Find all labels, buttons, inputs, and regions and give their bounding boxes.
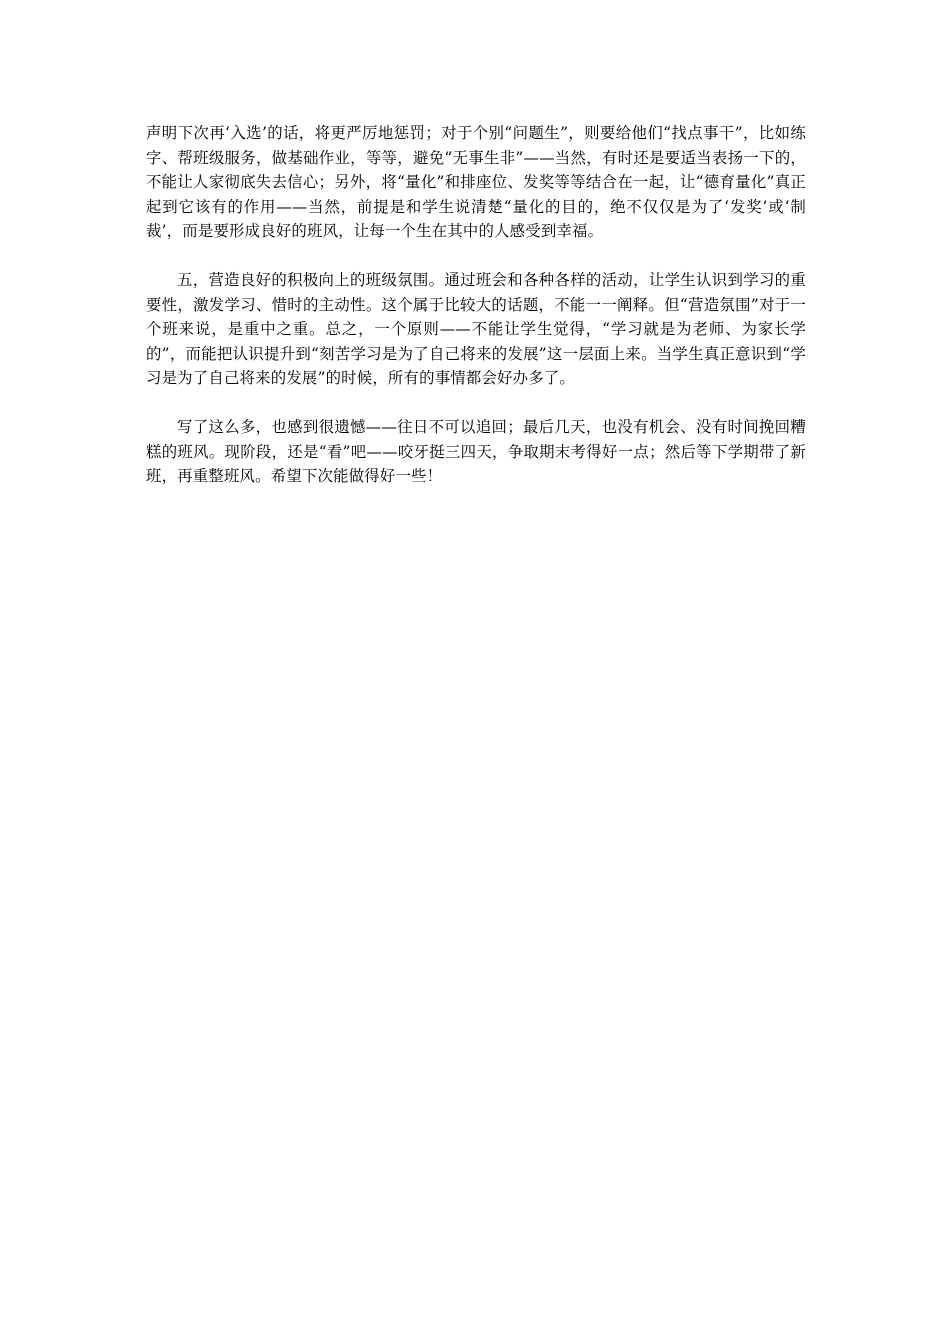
paragraph-conclusion: 写了这么多，也感到很遗憾——往日不可以追回；最后几天，也没有机会、没有时间挽回糟糕的班风。现阶段，还是“看”吧——咬牙挺三四天，争取期末考得好一点；然后等下学期带了新班，再重整班风。希望下次能做得好一些！ — [146, 418, 806, 485]
document-body — [146, 121, 806, 513]
paragraph-class-atmosphere: 五，营造良好的积极向上的班级氛围。通过班会和各种各样的活动，让学生认识到学习的重要性，激发学习、惜时的主动性。这个属于比较大的话题，不能一一阐释。但“营造氛围”对于一个班来说，是重中之重。总之，一个原则——不能让学生觉得，“学习就是为老师、为家长学的”，而能把认识提升到“刻苦学习是为了自己将来的发展”这一层面上来。当学生真正意识到“学习是为了自己将来的发展”的时候，所有的事情都会好办多了。 — [146, 271, 806, 387]
paragraph-continuation: 声明下次再‘入选’的话，将更严厉地惩罚；对于个别“问题生”，则要给他们“找点事干”，比如练字、帮班级服务，做基础作业，等等，避免“无事生非”——当然，有时还是要适当表扬一下的，不能让人家彻底失去信心；另外，将“量化”和排座位、发奖等等结合在一起，让“德育量化”真正起到它该有的作用——当然，前提是和学生说清楚“量化的目的，绝不仅仅是为了‘发奖’或‘制裁’，而是要形成良好的班风，让每一个生在其中的人感受到幸福。 — [146, 124, 806, 240]
